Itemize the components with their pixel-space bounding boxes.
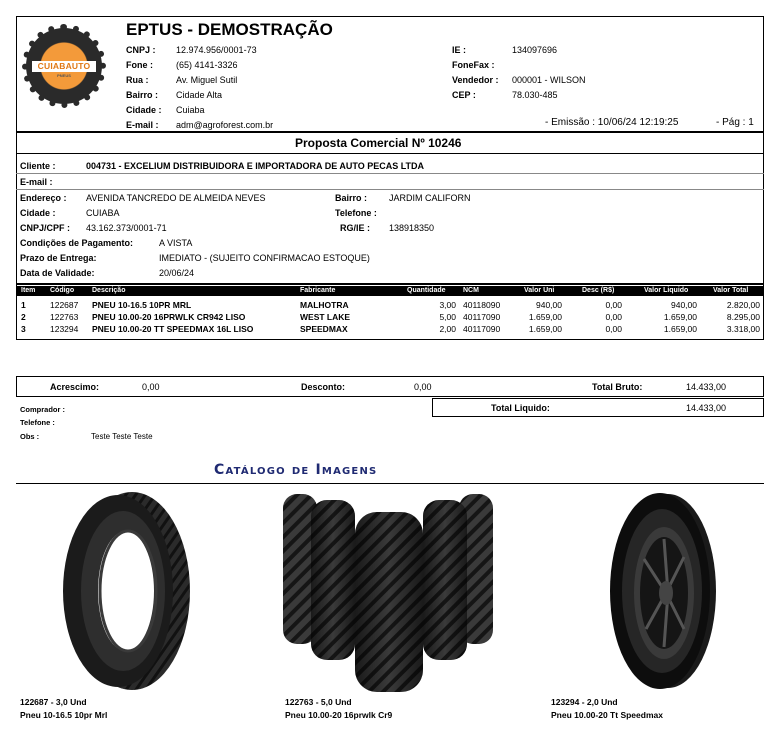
- row-codigo: 122763: [50, 312, 79, 322]
- catalog-caption-2-line1: 122763 - 5,0 Und: [285, 697, 352, 707]
- table-row: [0, 312, 772, 323]
- client-telefone-label: Telefone :: [335, 208, 377, 218]
- tire-image-3: [588, 489, 728, 694]
- ie-label: IE :: [452, 45, 467, 55]
- col-valor-total: Valor Total: [713, 287, 749, 294]
- vendedor-value: 000001 - WILSON: [512, 75, 586, 85]
- proposta-divider: [16, 153, 764, 154]
- fonefax-label: FoneFax :: [452, 60, 495, 70]
- endereco-value: AVENIDA TANCREDO DE ALMEIDA NEVES: [86, 193, 266, 203]
- row-descricao: PNEU 10.00-20 16PRWLK CR942 LISO: [92, 312, 246, 322]
- bairro-value: Cidade Alta: [176, 90, 223, 100]
- col-valor-uni: Valor Uni: [524, 287, 555, 294]
- client-bairro-label: Bairro :: [335, 193, 368, 203]
- proposta-title: Proposta Comercial Nº 10246: [295, 136, 462, 150]
- col-fabricante: Fabricante: [300, 287, 336, 294]
- row-desc: 0,00: [605, 300, 622, 310]
- client-cidade-label: Cidade :: [20, 208, 56, 218]
- row-valor-liquido: 940,00: [671, 300, 697, 310]
- row-ncm: 40117090: [463, 312, 501, 322]
- cnpj-label: CNPJ :: [126, 45, 156, 55]
- email-label: E-mail :: [126, 120, 159, 130]
- row-fabricante: WEST LAKE: [300, 312, 351, 322]
- validade-label: Data de Validade:: [20, 268, 95, 278]
- row-valor-uni: 1.659,00: [528, 324, 562, 334]
- rua-label: Rua :: [126, 75, 149, 85]
- row-codigo: 122687: [50, 300, 79, 310]
- row-fabricante: SPEEDMAX: [300, 324, 348, 334]
- total-bruto-value: 14.433,00: [686, 382, 727, 392]
- cep-value: 78.030-485: [512, 90, 558, 100]
- row-quantidade: 5,00: [439, 312, 456, 322]
- catalog-caption-1-line1: 122687 - 3,0 Und: [20, 697, 87, 707]
- pagamento-label: Condições de Pagamento:: [20, 238, 134, 248]
- total-bruto-label: Total Bruto:: [592, 382, 643, 392]
- client-email-label: E-mail :: [20, 177, 53, 187]
- cidade-label: Cidade :: [126, 105, 162, 115]
- row-valor-uni: 1.659,00: [528, 312, 562, 322]
- row-quantidade: 2,00: [439, 324, 456, 334]
- ie-value: 134097696: [512, 45, 558, 55]
- items-table-header: [17, 286, 763, 296]
- fone-label: Fone :: [126, 60, 153, 70]
- total-liquido-label: Total Liquido:: [491, 403, 550, 413]
- row-valor-total: 2.820,00: [726, 300, 760, 310]
- client-bairro-value: JARDIM CALIFORN: [389, 193, 471, 203]
- bairro-label: Bairro :: [126, 90, 159, 100]
- col-codigo: Código: [50, 287, 75, 294]
- row-ncm: 40117090: [463, 324, 501, 334]
- row-item: 3: [21, 324, 26, 334]
- row-codigo: 123294: [50, 324, 79, 334]
- tire-image-2: [283, 492, 493, 692]
- obs-label: Obs :: [20, 432, 40, 441]
- client-line-2: [16, 189, 764, 190]
- row-ncm: 40118090: [463, 300, 501, 310]
- catalog-caption-3-line2: Pneu 10.00-20 Tt Speedmax: [551, 710, 663, 720]
- email-value: adm@agroforest.com.br: [176, 120, 274, 130]
- cidade-value: Cuiaba: [176, 105, 205, 115]
- cep-label: CEP :: [452, 90, 476, 100]
- table-row: [0, 324, 772, 335]
- cnpj-value: 12.974.956/0001-73: [176, 45, 257, 55]
- company-logo: CUIABAUTO PNEUS: [26, 28, 102, 104]
- tire-image-1: [50, 489, 200, 694]
- catalog-caption-3-line1: 123294 - 2,0 Und: [551, 697, 618, 707]
- client-cidade-value: CUIABA: [86, 208, 120, 218]
- pagamento-value: A VISTA: [159, 238, 193, 248]
- row-valor-total: 8.295,00: [726, 312, 760, 322]
- row-desc: 0,00: [605, 312, 622, 322]
- row-valor-liquido: 1.659,00: [663, 312, 697, 322]
- row-descricao: PNEU 10.00-20 TT SPEEDMAX 16L LISO: [92, 324, 254, 334]
- endereco-label: Endereço :: [20, 193, 67, 203]
- cliente-label: Cliente :: [20, 161, 56, 171]
- col-descricao: Descrição: [92, 287, 126, 294]
- col-ncm: NCM: [463, 287, 479, 294]
- validade-value: 20/06/24: [159, 268, 195, 278]
- row-valor-uni: 940,00: [536, 300, 562, 310]
- row-item: 2: [21, 312, 26, 322]
- prazo-value: IMEDIATO - (SUJEITO CONFIRMACAO ESTOQUE): [159, 253, 370, 263]
- client-line: [16, 173, 764, 174]
- vendedor-label: Vendedor :: [452, 75, 499, 85]
- col-quantidade: Quantidade: [407, 287, 446, 294]
- desconto-label: Desconto:: [301, 382, 346, 392]
- catalog-caption-2-line2: Pneu 10.00-20 16prwlk Cr9: [285, 710, 393, 720]
- catalog-divider: [16, 483, 764, 484]
- pagina-text: - Pág : 1: [716, 117, 754, 128]
- row-item: 1: [21, 300, 26, 310]
- total-liquido-value: 14.433,00: [686, 403, 727, 413]
- rgie-value: 138918350: [389, 223, 435, 233]
- row-quantidade: 3,00: [439, 300, 456, 310]
- prazo-label: Prazo de Entrega:: [20, 253, 97, 263]
- client-box: [16, 132, 764, 284]
- emissao-text: - Emissão : 10/06/24 12:19:25: [545, 117, 679, 128]
- rgie-label: RG/IE :: [340, 223, 371, 233]
- rua-value: Av. Miguel Sutil: [176, 75, 238, 85]
- cnpjcpf-label: CNPJ/CPF :: [20, 223, 71, 233]
- col-item: Item: [21, 287, 36, 294]
- col-desc: Desc (R$): [582, 287, 615, 294]
- table-row: [0, 300, 772, 311]
- acrescimo-value: 0,00: [142, 382, 160, 392]
- row-desc: 0,00: [605, 324, 622, 334]
- row-descricao: PNEU 10-16.5 10PR MRL: [92, 300, 192, 310]
- obs-value: Teste Teste Teste: [91, 432, 153, 441]
- fone-value: (65) 4141-3326: [176, 60, 238, 70]
- catalog-title: Catálogo de Imagens: [214, 462, 378, 478]
- row-valor-liquido: 1.659,00: [663, 324, 697, 334]
- row-fabricante: MALHOTRA: [300, 300, 349, 310]
- company-name: EPTUS - DEMOSTRAÇÃO: [126, 20, 333, 39]
- comprador-label: Comprador :: [20, 405, 65, 414]
- col-valor-liquido: Valor Liquido: [644, 287, 689, 294]
- catalog-caption-1-line2: Pneu 10-16.5 10pr Mrl: [20, 710, 108, 720]
- footer-telefone-label: Telefone :: [20, 418, 55, 427]
- totals-box: [16, 376, 764, 397]
- cliente-value: 004731 - EXCELIUM DISTRIBUIDORA E IMPORTADORA DE AUTO PECAS LTDA: [86, 161, 425, 171]
- acrescimo-label: Acrescimo:: [50, 382, 100, 392]
- cnpjcpf-value: 43.162.373/0001-71: [86, 223, 167, 233]
- row-valor-total: 3.318,00: [726, 324, 760, 334]
- desconto-value: 0,00: [414, 382, 432, 392]
